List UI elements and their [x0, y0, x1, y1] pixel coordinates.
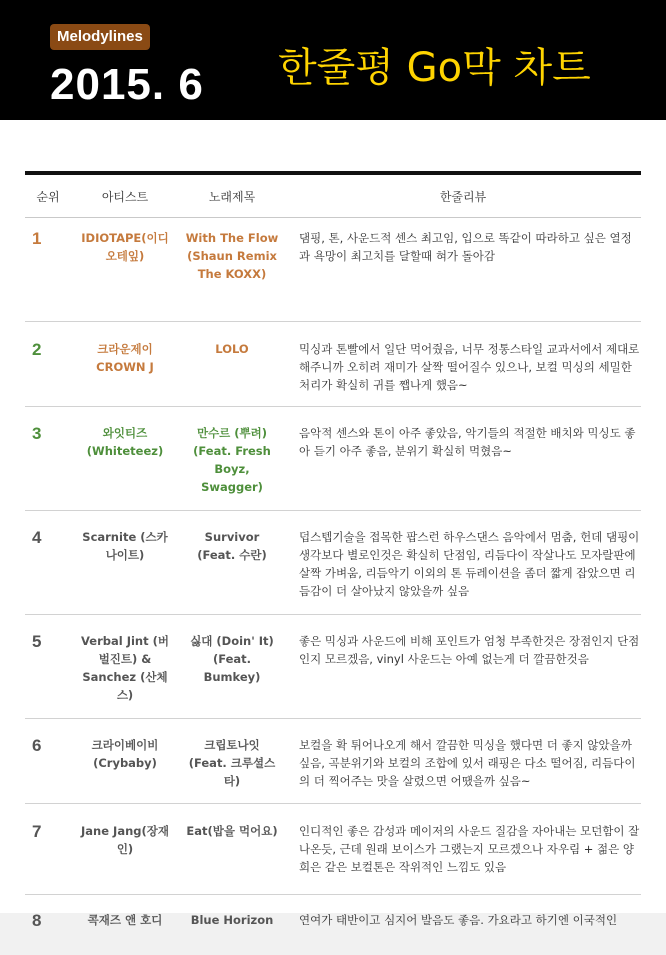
table-row: [25, 719, 641, 804]
header-rank: 순위: [36, 189, 60, 204]
review-text: 덥스텝기술을 접목한 팝스런 하우스댄스 음악에서 멈춤, 헌데 댐핑이 생각보다 별로인것은 확실히 단점임, 리듬다이 작살나도 모자랄판에 살짝 가벼움, 리듬악기 이외의 톤 듀레이션을 좀더 짧게 잡았으면 리듬감이 더 살아났지 않았을까 싶음: [299, 530, 640, 598]
song-title: 만수르 (뿌려) (Feat. Fresh Boyz, Swagger): [193, 426, 271, 494]
header-artist: 아티스트: [101, 189, 149, 204]
table-header: [25, 171, 641, 218]
review-text: 댐핑, 톤, 사운드적 센스 최고임, 입으로 똑같이 따라하고 싶은 열정과 욕망이 최고치를 달할때 혀가 돌아감: [299, 231, 632, 263]
rank-number: 5: [32, 632, 42, 651]
review-text: 보컬을 확 튀어나오게 해서 깔끔한 믹싱을 했다면 더 좋지 않았을까 싶음, 곡분위기와 보컬의 조합에 있서 래핑은 다소 떨어짐, 리듬다이의 더 찍어주는 맛을 살렸으면 어땠을까 싶음~: [299, 738, 636, 788]
song-title: Blue Horizon: [190, 913, 274, 927]
artist-name: Verbal Jint (버벌진트) & Sanchez (산체스): [81, 634, 169, 702]
chart-header: [0, 0, 666, 120]
artist-name: 콕재즈 앤 호디: [87, 913, 163, 927]
song-title: Survivor (Feat. 수란): [197, 530, 267, 562]
rank-number: 4: [32, 528, 42, 547]
ranking-table: [25, 171, 641, 955]
table-row: [25, 407, 641, 511]
review-text: 음악적 센스와 톤이 아주 좋았음, 악기들의 적절한 배치와 믹싱도 좋아 듣기 아주 좋음, 분위기 확실히 먹혔음~: [299, 426, 636, 458]
rank-number: 1: [32, 229, 42, 248]
table-row: [25, 804, 641, 895]
table-row: [25, 895, 641, 955]
song-title: 크립토나잇 (Feat. 크루셜스타): [188, 738, 276, 788]
artist-name: Scarnite (스카나이트): [82, 530, 168, 562]
rank-number: 6: [32, 736, 42, 755]
review-text: 인디적인 좋은 감성과 메이저의 사운드 질감을 자아내는 모던함이 잘 나온듯, 근데 원래 보이스가 그랬는지 모르겠으나 자우림 + 젊은 양희은 같은 보컬톤은 작위적인 느낌도 있음: [299, 824, 640, 874]
table-row: [25, 218, 641, 322]
header-song: 노래제목: [208, 189, 256, 204]
song-title: 싫대 (Doin' It) (Feat. Bumkey): [190, 634, 274, 684]
song-title: With The Flow (Shaun Remix The KOXX): [185, 231, 279, 281]
review-text: 믹싱과 톤빨에서 일단 먹어줬음, 너무 정통스타일 교과서에서 제대로 해주니까 오히려 재미가 살짝 떨어질수 있으나, 보컬 믹싱의 세밀한 처리가 확실히 귀를 쨉나게 했음~: [299, 342, 640, 392]
table-row: [25, 511, 641, 615]
header-review: 한줄리뷰: [439, 189, 487, 204]
chart-date: 2015. 6: [50, 60, 204, 109]
rank-number: 2: [32, 340, 42, 359]
rank-number: 7: [32, 822, 42, 841]
review-text: 연여가 태반이고 심지어 발음도 좋음. 가요라고 하기엔 이국적인: [299, 913, 618, 927]
table-row: [25, 615, 641, 719]
artist-name: IDIOTAPE(이디오테잎): [81, 231, 169, 263]
artist-name: Jane Jang(장재인): [81, 824, 169, 856]
rank-number: 3: [32, 424, 42, 443]
table-row: [25, 322, 641, 407]
review-text: 좋은 믹싱과 사운드에 비해 포인트가 엄청 부족한것은 장점인지 단점인지 모르겠음, vinyl 사운드는 아예 없는게 더 깔끔한것음: [299, 634, 640, 666]
brand-badge: Melodylines: [50, 24, 150, 50]
chart-title: 한줄평 Go막 차트: [278, 45, 591, 91]
song-title: LOLO: [215, 342, 249, 356]
artist-name: 크라운제이 CROWN J: [96, 342, 154, 374]
song-title: Eat(밥을 먹어요): [186, 824, 278, 838]
chart-body: [0, 120, 666, 930]
artist-name: 크라이베이비 (Crybaby): [91, 738, 159, 770]
artist-name: 와잇티즈 (Whiteteez): [86, 426, 164, 458]
rank-number: 8: [32, 911, 42, 930]
